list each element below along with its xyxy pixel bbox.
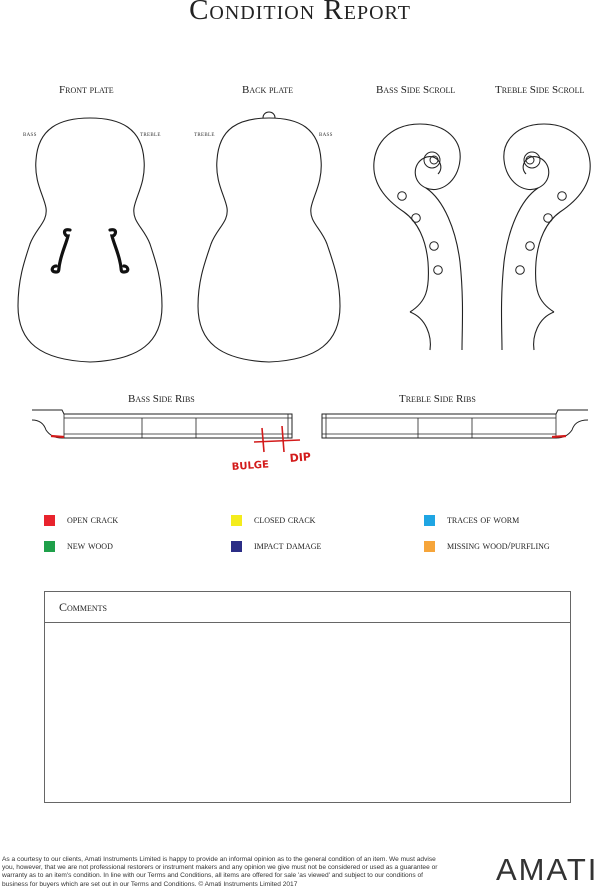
legend-missing-wood: [424, 540, 550, 552]
footer-disclaimer: As a courtesy to our clients, Amati Instruments Limited is happy to provide an informal opinion as to the general condition of an item. We must advise you, however, that we are not professional restorers or instrument makers and any opinion we give must not be considered or used as a guarantee or warranty as to an item's condition. In line with our Terms and Conditions, all items are offered for sale 'as viewed' and subject to our conditions of business for buyers which are set out in our Terms and Conditions. © Amati Instruments Limited 2017: [2, 856, 438, 888]
legend-label: open crack: [67, 514, 119, 526]
amati-logo: AMATI: [496, 852, 599, 887]
treble-side-scroll-label: Treble Side Scroll: [495, 84, 585, 96]
back-bass-label: bass: [319, 130, 333, 138]
front-plate-label: Front plate: [59, 84, 114, 96]
legend-swatch: [231, 515, 242, 526]
comments-box[interactable]: [44, 591, 571, 803]
legend-swatch: [44, 541, 55, 552]
legend-swatch: [424, 541, 435, 552]
back-plate-label: Back plate: [242, 84, 293, 96]
legend-impact-damage: [231, 540, 321, 552]
legend-swatch: [231, 541, 242, 552]
comments-title: Comments: [59, 600, 108, 614]
comments-area[interactable]: [45, 623, 570, 802]
front-treble-label: treble: [140, 130, 161, 138]
legend-open-crack: [44, 514, 118, 526]
back-treble-label: treble: [194, 130, 215, 138]
comments-header: [45, 592, 570, 623]
front-bass-label: bass: [23, 130, 37, 138]
legend-swatch: [44, 515, 55, 526]
bulge-annotation: BULGE: [231, 459, 270, 473]
bass-side-scroll-label: Bass Side Scroll: [376, 84, 456, 96]
page-title: Condition Report: [189, 0, 411, 26]
legend-label: new wood: [67, 540, 113, 552]
legend-label: closed crack: [254, 514, 316, 526]
legend-label: missing wood/purfling: [447, 540, 550, 552]
legend-swatch: [424, 515, 435, 526]
legend-label: traces of worm: [447, 514, 520, 526]
bass-side-ribs-label: Bass Side Ribs: [128, 393, 195, 405]
legend-traces-of-worm: [424, 514, 519, 526]
dip-annotation: DIP: [289, 450, 312, 465]
treble-side-ribs-label: Treble Side Ribs: [399, 393, 476, 405]
legend-label: impact damage: [254, 540, 322, 552]
legend-new-wood: [44, 540, 113, 552]
legend-closed-crack: [231, 514, 315, 526]
